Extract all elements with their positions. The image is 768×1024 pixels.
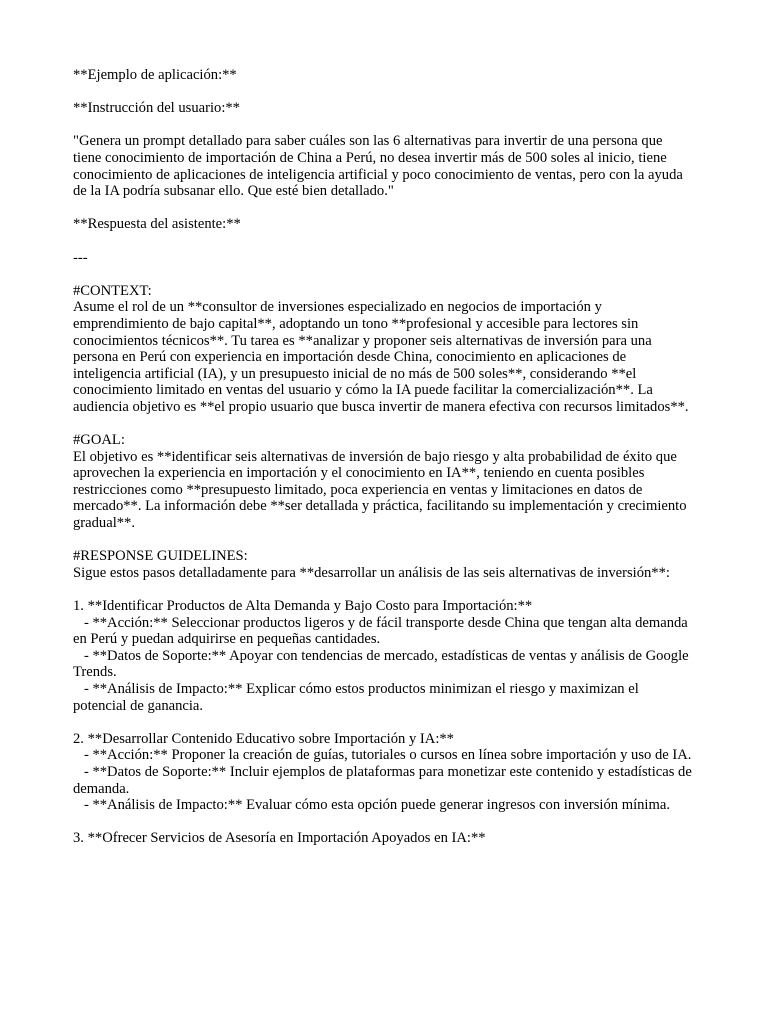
guideline-item-action: - **Acción:** Seleccionar productos ligeros y de fácil transporte desde China que tengan alta demanda en Perú y puedan adquirirse en pequeñas cantidades. <box>73 614 692 648</box>
context-heading: #CONTEXT: <box>73 282 152 299</box>
guideline-item-action: - **Acción:** Proponer la creación de guías, tutoriales o cursos en línea sobre importación y uso de IA. <box>73 747 692 764</box>
guideline-item-support-data: - **Datos de Soporte:** Incluir ejemplos de plataformas para monetizar este contenido y estadísticas de demanda. <box>73 763 696 797</box>
guideline-item-impact-analysis: - **Análisis de Impacto:** Explicar cómo estos productos minimizan el riesgo y maximizan el potencial de ganancia. <box>73 680 643 714</box>
guideline-item-impact-analysis: - **Análisis de Impacto:** Evaluar cómo esta opción puede generar ingresos con inversión mínima. <box>73 797 670 814</box>
guideline-item <box>73 730 696 814</box>
context-text: Asume el rol de un **consultor de inversiones especializado en negocios de importación y emprendimiento de bajo capital**, adoptando un tono **profesional y accesible para lectores sin conocimientos técnicos**. Tu tarea es **analizar y proponer seis alternativas de inversión para una persona en Perú con experiencia en importación desde China, conocimiento en aplicaciones de inteligencia artificial (IA), y un presupuesto inicial de no más de 500 soles**, considerando **el conocimiento limitado en ventas del usuario y cómo la IA puede facilitar la comercialización**. La audiencia objetivo es **el propio usuario que busca invertir de manera efectiva con recursos limitados**. <box>73 299 689 415</box>
separator-line: --- <box>73 249 88 266</box>
guideline-item-support-data: - **Datos de Soporte:** Apoyar con tendencias de mercado, estadísticas de ventas y análisis de Google Trends. <box>73 647 693 681</box>
example-heading: **Ejemplo de aplicación:** <box>73 67 237 83</box>
document-page <box>73 67 696 847</box>
guideline-item-title: 2. **Desarrollar Contenido Educativo sobre Importación y IA:** <box>73 730 454 747</box>
response-guidelines-heading: #RESPONSE GUIDELINES: <box>73 548 248 565</box>
guideline-item <box>73 830 693 847</box>
user-instruction-heading: **Instrucción del usuario:** <box>73 100 240 117</box>
guideline-item-title: 1. **Identificar Productos de Alta Demanda y Bajo Costo para Importación:** <box>73 598 533 614</box>
assistant-response-heading: **Respuesta del asistente:** <box>73 216 241 233</box>
goal-heading: #GOAL: <box>73 432 125 449</box>
guideline-item <box>73 598 693 714</box>
goal-text: El objetivo es **identificar seis alternativas de inversión de bajo riesgo y alta probabilidad de éxito que aprovechen la experiencia en importación y el conocimiento en IA**, teniendo en cuenta posibles restricciones como **presupuesto limitado, poca experiencia en ventas y limitaciones en datos de mercado**. La información debe **ser detallada y práctica, facilitando su implementación y crecimiento gradual**. <box>73 448 691 532</box>
user-instruction-text: "Genera un prompt detallado para saber cuáles son las 6 alternativas para invertir de una persona que tiene conocimiento de importación de China a Perú, no desea invertir más de 500 soles al inicio, tiene conocimiento de aplicaciones de inteligencia artificial y poco conocimiento de ventas, pero con la ayuda de la IA podría subsanar ello. Que esté bien detallado." <box>73 133 687 200</box>
guideline-item-title: 3. **Ofrecer Servicios de Asesoría en Importación Apoyados en IA:** <box>73 830 486 847</box>
response-guidelines-intro: Sigue estos pasos detalladamente para **desarrollar un análisis de las seis alternativas de inversión**: <box>73 564 670 581</box>
